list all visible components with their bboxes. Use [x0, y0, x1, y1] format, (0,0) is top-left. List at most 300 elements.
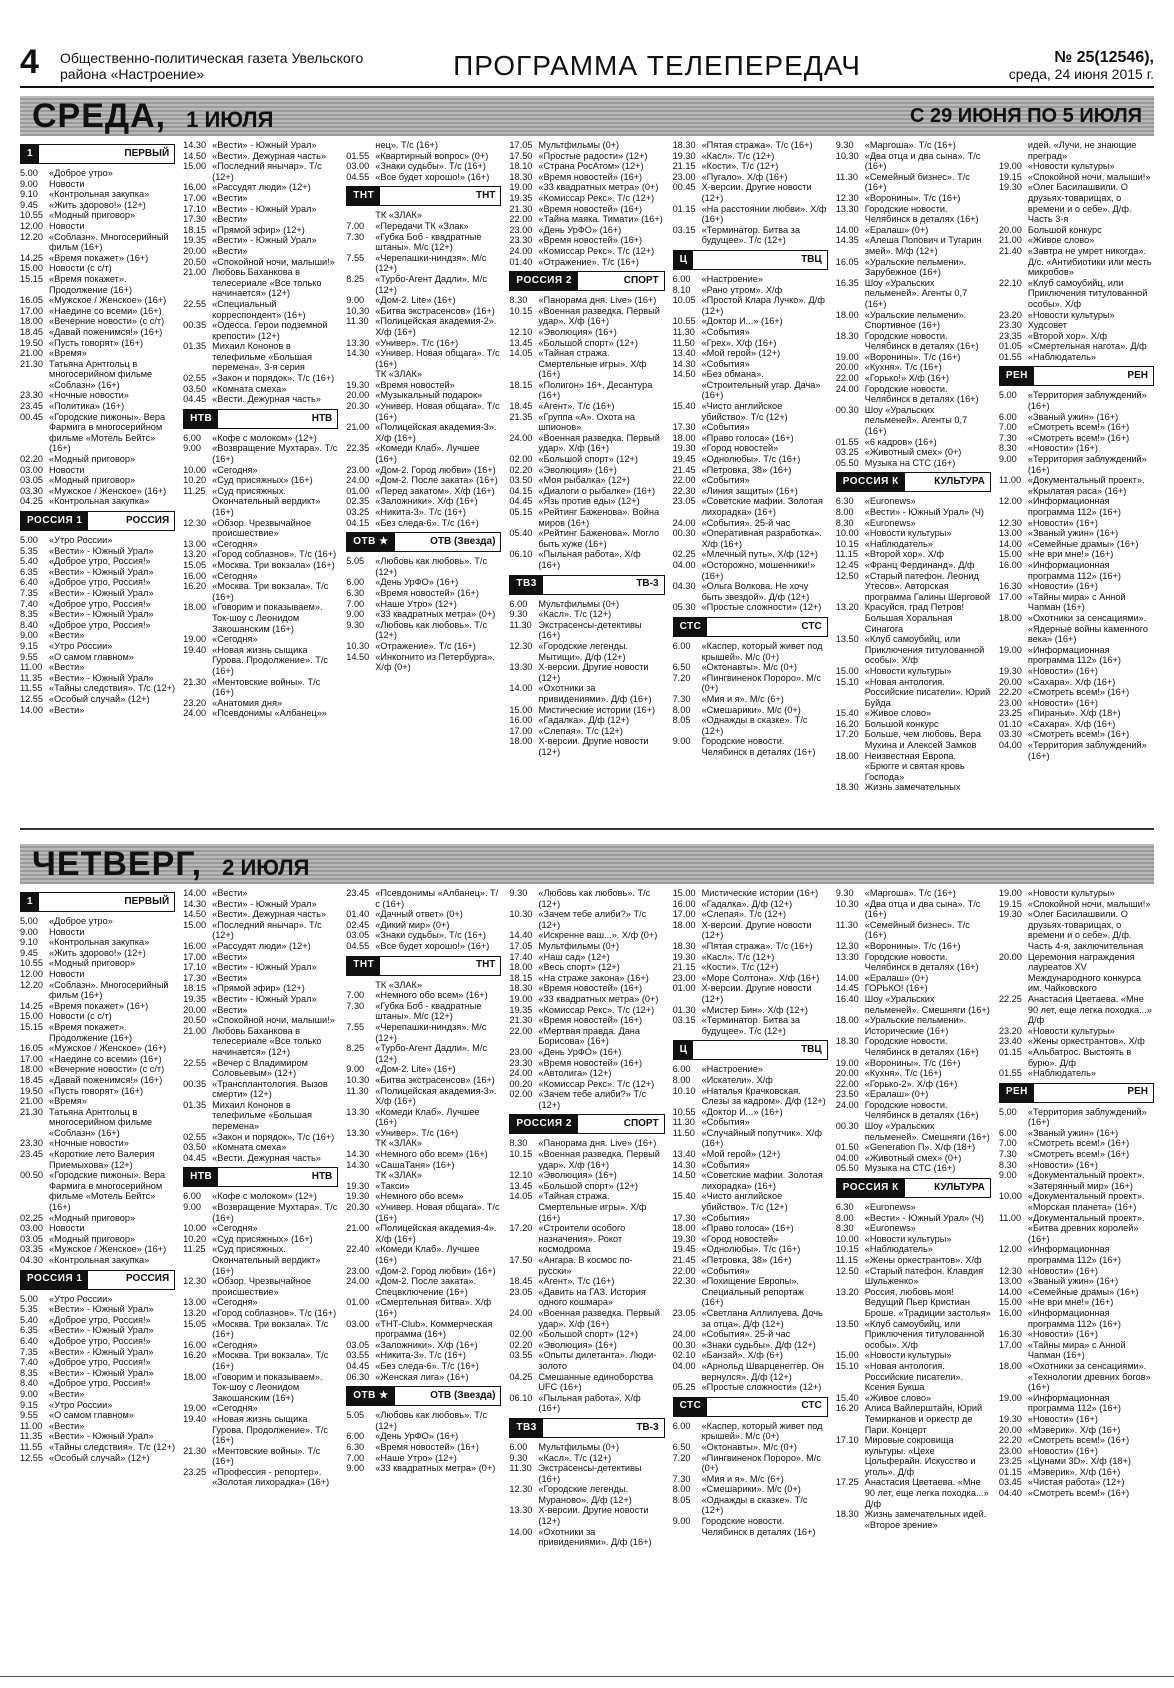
program-time: 03.45: [998, 1477, 1022, 1488]
program-title: «Городские пижоны». Вера Фармига в многосерийном фильме «Мотель Бейтс» (16+): [49, 1170, 166, 1213]
program-item: [999, 698, 1154, 709]
program-time: 18.00: [509, 962, 533, 973]
program-title: «Советские мафии. Золотая лихорадка» (16+): [701, 496, 823, 517]
program-title: «Ментовские войны». Т/с (16+): [212, 676, 321, 698]
channel-logo: РОССИЯ К: [837, 1179, 905, 1197]
program-time: 23.30: [509, 235, 533, 246]
program-title: «События»: [701, 1212, 750, 1223]
program-title: «Новости» (16+): [1027, 517, 1098, 528]
program-item: [999, 1477, 1154, 1488]
program-title: «Случайный попутчик». Х/ф (16+): [701, 1127, 822, 1149]
program-time: 15.00: [20, 263, 43, 274]
program-title: «Два отца и два сына». Т/с (16+): [864, 898, 981, 920]
program-time: 7.30: [672, 1473, 691, 1484]
program-time: 16.30: [998, 1329, 1022, 1340]
program-item: [509, 465, 664, 476]
program-time: 01.00: [346, 485, 370, 496]
channel-logo: ОТВ ★: [347, 1387, 394, 1405]
program-title: Новости (с с/т): [49, 1011, 112, 1022]
program-title: Шоу «Уральских пельменей». Смешняги (16+): [864, 1121, 990, 1142]
program-item: [509, 1005, 664, 1016]
program-item: [836, 447, 991, 458]
program-title: «Пятая стража». Т/с (16+): [701, 140, 813, 150]
program-title: «Информационная программа 112» (16+): [1027, 496, 1121, 517]
program-item: [999, 1138, 1154, 1149]
program-time: 21.30: [20, 1106, 43, 1117]
program-time: 19.00: [183, 1403, 207, 1414]
program-title: «Искренне ваш...». Х/ф (0+): [538, 930, 658, 941]
program-item: [673, 496, 828, 517]
program-title: «Осторожно, мошенники!» (16+): [701, 559, 816, 581]
program-item: [346, 507, 501, 518]
program-time: 21.30: [183, 1445, 207, 1456]
program-item: [673, 316, 828, 327]
program-time: 17.05: [509, 940, 533, 951]
program-time: 18.30: [509, 171, 533, 182]
program-item: [509, 1393, 664, 1414]
program-item: [999, 1244, 1154, 1265]
program-item: [836, 331, 991, 352]
program-time: 15.10: [835, 1360, 859, 1371]
program-title: «Комиссар Рекс». Т/с (12+): [538, 1004, 655, 1015]
program-title: Михаил Кононов в телефильме «Большая перемена»: [212, 1099, 312, 1132]
program-item: [509, 140, 664, 151]
program-item: [673, 973, 828, 984]
page-number: 4: [20, 43, 39, 81]
program-item: [183, 1202, 338, 1223]
program-time: 13.20: [835, 602, 859, 613]
program-time: 14.30: [346, 348, 370, 359]
program-title: «Рассудят люди» (12+): [212, 182, 311, 193]
program-time: 13.30: [346, 1106, 370, 1117]
program-title: «Полицейская академия-3». Х/ф (16+): [375, 422, 497, 443]
program-item: [673, 673, 828, 694]
program-time: 15.05: [183, 1318, 207, 1329]
channel-name: ПЕРВЫЙ: [124, 895, 170, 907]
program-title: «Вести»: [212, 1004, 248, 1015]
program-title: «Новости» (16+): [1027, 581, 1098, 592]
program-item: [999, 390, 1154, 411]
program-time: 9.15: [20, 640, 38, 651]
program-title: «Доктор И...» (16+): [701, 316, 783, 327]
program-time: 01.00: [672, 983, 696, 994]
program-item: [999, 1467, 1154, 1478]
program-time: 01.15: [998, 1046, 1022, 1057]
program-title: «Смотреть всем!» (16+): [1027, 687, 1130, 698]
channel-logo: ОТВ ★: [347, 533, 394, 551]
channel-logo: СТС: [674, 1398, 708, 1416]
program-time: 21.15: [672, 161, 696, 172]
program-item: [836, 257, 991, 278]
program-title: «Давить на ГАЗ. История одного кошмара»: [538, 1286, 646, 1308]
program-item: [836, 204, 991, 225]
program-title: «Дачный ответ» (0+): [375, 909, 463, 920]
schedule-column: [673, 888, 828, 1668]
program-time: 03.50: [183, 383, 207, 394]
program-time: 6.35: [20, 1325, 38, 1336]
program-title: «Дом-2. Lite» (16+): [375, 1064, 456, 1075]
program-time: 00.45: [20, 411, 43, 422]
program-title: «Вечерние новости» (с с/т): [49, 1064, 165, 1075]
program-item: [183, 1319, 338, 1340]
program-title: Мультфильмы (0+): [538, 940, 620, 951]
program-time: 8.40: [20, 1378, 38, 1389]
program-title: «Вести» - Южный Урал» (Ч): [864, 1212, 984, 1223]
program-time: 13.30: [509, 662, 533, 673]
program-time: 12.30: [509, 1484, 533, 1495]
program-item: [836, 458, 991, 469]
program-item: [346, 1001, 501, 1022]
program-time: 16.05: [20, 1043, 43, 1054]
program-time: 11.30: [672, 326, 695, 337]
program-title: «Мия и я». М/с (6+): [701, 693, 784, 704]
program-title: «Право голоса» (16+): [701, 1223, 794, 1234]
program-item: [346, 1244, 501, 1265]
program-time: 14.05: [509, 1191, 533, 1202]
program-time: 9.30: [509, 609, 528, 620]
program-time: 17.30: [672, 1212, 696, 1223]
program-time: 22.30: [672, 1276, 696, 1287]
program-title: Красуйся, град Петров! Большая Хоральная Синагога: [864, 602, 965, 634]
program-title: Городские новости. Челябинск в деталях (16+): [864, 383, 979, 405]
channel-name: РОССИЯ: [126, 1273, 170, 1285]
program-title: «Военная разведка. Первый удар». Х/ф (16+): [538, 1149, 660, 1170]
program-item: [509, 348, 664, 380]
program-title: «Ольга Волкова. Не хочу быть звездой». Д/ф (12+): [701, 581, 810, 602]
program-time: 19.00: [835, 1057, 859, 1068]
program-title: «Комеди Клаб». Лучшее (16+): [375, 1106, 480, 1128]
program-title: «Любовь как любовь». Т/с (12+): [375, 1410, 488, 1431]
program-item: [673, 182, 828, 203]
program-title: Татьяна Арнтгольц в многосерийном фильме «Соблазн» (16+): [49, 1106, 153, 1138]
channel-name: ТНТ: [475, 190, 496, 202]
program-time: 13.20: [835, 1286, 859, 1297]
program-item: [836, 1393, 991, 1404]
program-title: «Дом-2. Город любви» (16+): [375, 464, 496, 475]
channel-header: [673, 617, 828, 637]
channel-name: ТВ-3: [636, 1421, 659, 1433]
channel-logo: РОССИЯ 2: [510, 1115, 577, 1133]
program-time: 01.55: [998, 351, 1022, 362]
program-item: [346, 221, 501, 232]
program-time: 5.40: [20, 556, 38, 567]
program-time: 17.00: [998, 1339, 1022, 1350]
program-title: «Пингвиненок Пороро». М/с (0+): [701, 672, 821, 694]
program-time: 8.25: [346, 273, 365, 284]
program-item: [20, 1234, 175, 1245]
program-title: «Воронины». Т/с (16+): [864, 192, 961, 203]
program-item: [346, 1043, 501, 1064]
program-item: [20, 1107, 175, 1139]
program-item: [509, 1442, 664, 1453]
channel-header: [20, 1270, 175, 1290]
program-title: «Право голоса» (16+): [701, 432, 794, 443]
program-item: [183, 246, 338, 257]
program-title: «Территория заблуждений» (16+): [1027, 454, 1147, 475]
program-title: «Воронины». Т/с (16+): [864, 351, 961, 362]
program-item: [509, 257, 664, 268]
program-title: «Сегодня»: [212, 1223, 258, 1234]
program-item: [346, 1431, 501, 1442]
program-item: [509, 172, 664, 183]
program-item: [999, 1068, 1154, 1079]
program-time: 01.50: [835, 1142, 859, 1153]
program-time: 10.15: [835, 538, 859, 549]
program-item: [999, 1047, 1154, 1068]
program-item: [183, 182, 338, 193]
program-time: 9.00: [346, 609, 365, 620]
program-item: [183, 161, 338, 182]
program-title: Анастасия Цветаева. «Мне 90 лет, еще легка походка...» Д/ф: [1027, 993, 1152, 1026]
channel-header: [346, 956, 501, 976]
channel-logo: РОССИЯ 1: [21, 1271, 88, 1289]
program-item: [20, 390, 175, 401]
program-time: 23.00: [672, 972, 696, 983]
program-time: 14.30: [672, 1159, 696, 1170]
program-time: 8.05: [672, 1494, 691, 1505]
program-time: 12.10: [509, 326, 533, 337]
program-item: [346, 390, 501, 401]
program-title: ГОРЬКО! (16+): [864, 983, 928, 994]
program-time: 23.35: [998, 330, 1022, 341]
schedule-column: [20, 140, 175, 820]
program-time: 03.50: [509, 475, 533, 486]
day-separator: [20, 828, 1154, 830]
program-time: 01.55: [346, 150, 370, 161]
program-title: «Зачем тебе алиби?» Т/с (12+): [538, 1089, 647, 1110]
program-time: 11.15: [835, 1255, 859, 1265]
program-time: 19.30: [346, 1191, 370, 1202]
program-title: «Тайны мира» с Анной Чапман (16+): [1027, 1339, 1126, 1361]
program-time: 24.00: [509, 432, 533, 443]
program-time: 21.00: [346, 1223, 370, 1234]
program-title: «Профессия - репортер». «Золотая лихорадка» (16+): [212, 1466, 330, 1488]
program-item: [346, 1453, 501, 1464]
program-title: «Второй хор». Х/ф: [864, 549, 944, 560]
program-title: «ТНТ-Club». Коммерческая программа (16+): [375, 1318, 493, 1340]
program-time: 21.45: [672, 464, 696, 475]
channel-header: [999, 1083, 1154, 1103]
program-title: «Вести». Дежурная часть»: [212, 909, 327, 920]
page-header: [20, 38, 1154, 82]
program-time: 19.45: [672, 454, 696, 465]
program-title: «Рано утром». Х/ф: [701, 284, 783, 295]
program-time: 18.45: [509, 401, 533, 412]
program-item: [183, 1026, 338, 1058]
program-title: Х-версии. Другие новости (12+): [701, 983, 812, 1004]
program-item: [999, 1456, 1154, 1467]
program-time: 22.55: [183, 1057, 207, 1068]
program-time: 20.00: [183, 245, 207, 256]
program-title: «Сегодня»: [212, 1403, 258, 1414]
program-time: 11.00: [998, 475, 1022, 486]
program-time: 13.50: [835, 634, 859, 645]
program-time: 21.00: [998, 235, 1022, 246]
program-time: [346, 1170, 372, 1181]
program-title: «Город соблазнов». Т/с (16+): [212, 1307, 337, 1318]
program-title: «Новости культуры»: [1027, 1025, 1115, 1036]
program-time: 16.05: [835, 256, 859, 267]
program-item: [183, 384, 338, 395]
program-time: 12.30: [183, 517, 207, 528]
program-title: «Ералаш» (0+): [864, 224, 929, 235]
schedule-column: [836, 140, 991, 820]
program-title: «Олег Басилашвили. О друзьях-товарищах, о времени и о себе». Д/ф. Часть 3-я: [1027, 182, 1132, 225]
program-time: 13.45: [509, 1180, 533, 1191]
program-item: [999, 645, 1154, 666]
program-item: [836, 310, 991, 331]
program-title: «Простой Клара Лучко». Д/ф (12+): [701, 295, 825, 316]
program-title: «Немного обо всем»: [375, 1191, 464, 1202]
program-title: «Новая антология. Российские писатели». Юрий Буйда: [864, 676, 991, 708]
program-time: 8.00: [672, 1484, 691, 1495]
program-item: [183, 1244, 338, 1276]
program-title: «Информационная программа 112» (16+): [1027, 559, 1121, 581]
program-title: «Тайны мира» с Анной Чапман (16+): [1027, 591, 1126, 613]
program-time: 7.00: [346, 598, 365, 609]
program-title: «Документальный проект». «Крылатая раса» (16+): [1027, 475, 1145, 496]
program-time: 23.00: [672, 171, 696, 182]
program-title: «Анатомия дня»: [212, 697, 283, 708]
program-time: 23.25: [998, 1456, 1022, 1467]
program-time: 19.00: [183, 634, 207, 645]
program-time: 8.30: [998, 443, 1017, 454]
program-time: 8.30: [998, 1159, 1017, 1170]
program-time: 9.00: [183, 1202, 202, 1213]
program-time: 02.00: [509, 454, 533, 465]
program-title: Большой конкурс: [864, 718, 939, 729]
program-title: «Документальный проект». «Затерянный мир» (16+): [1027, 1170, 1145, 1191]
program-time: 03.55: [346, 1350, 370, 1361]
program-time: 18.00: [672, 919, 696, 930]
program-title: «Соблазн». Многосерийный фильм (16+): [49, 979, 169, 1001]
program-item: [183, 994, 338, 1005]
program-title: «Большой спорт» (12+): [538, 1329, 638, 1340]
program-time: 14.00: [509, 1526, 533, 1537]
program-title: «Смотреть всем!» (16+): [1027, 1138, 1130, 1149]
program-title: «Петровка, 38» (16+): [701, 464, 792, 475]
program-time: 04.45: [183, 394, 207, 405]
program-time: 6.30: [835, 496, 854, 507]
program-time: 23.00: [346, 1265, 370, 1276]
program-time: 14.00: [835, 972, 859, 983]
program-item: [20, 232, 175, 253]
program-title: «Тайны следствия». Т/с (12+): [49, 1441, 176, 1452]
channel-name: СТС: [801, 1400, 822, 1412]
program-item: [673, 1015, 828, 1036]
program-title: «Арнольд Шварценеггер. Он вернулся». Д/ф (12+): [701, 1360, 824, 1382]
program-title: «Эволюция» (16+): [538, 1339, 617, 1350]
channel-header: [509, 271, 664, 291]
program-title: «Званый ужин» (16+): [1027, 1276, 1119, 1287]
program-item: [673, 1255, 828, 1266]
channel-logo: ТВ3: [510, 576, 542, 594]
program-item: [673, 1308, 828, 1329]
program-title: «Второй хор». Х/ф: [1027, 330, 1108, 341]
program-item: [346, 1160, 501, 1171]
program-time: 14.30: [346, 1149, 370, 1160]
channel-header: [20, 511, 175, 531]
program-item: [999, 454, 1154, 475]
channel-name: СПОРТ: [623, 1118, 659, 1130]
program-item: [346, 316, 501, 337]
program-time: 18.00: [20, 316, 43, 327]
program-item: [346, 1022, 501, 1043]
program-title: «Закон и порядок». Т/с (16+): [212, 373, 335, 384]
program-item: [346, 1297, 501, 1318]
program-time: 21.00: [346, 422, 370, 433]
program-time: 04.00: [998, 740, 1022, 751]
program-item: [346, 909, 501, 920]
program-time: 00.20: [509, 1078, 533, 1089]
program-item: [20, 295, 175, 306]
program-item: [509, 1255, 664, 1276]
program-title: «Утро России»: [49, 1399, 113, 1410]
program-title: «Франц Фердинанд». Д/ф: [864, 559, 975, 570]
program-item: [509, 1329, 664, 1340]
program-item: [999, 225, 1154, 236]
program-time: 9.10: [20, 189, 38, 200]
program-time: 12.20: [20, 979, 43, 990]
program-item: [836, 782, 991, 793]
program-time: 22.55: [183, 298, 207, 309]
program-item: [836, 278, 991, 310]
issue-info: [924, 49, 1154, 82]
program-title: «Море Солтона». Х/ф (16+): [701, 972, 820, 983]
program-time: 8.30: [835, 1223, 854, 1234]
program-time: 21.30: [20, 358, 43, 369]
program-item: [346, 1410, 501, 1431]
program-title: Неизвестная Европа. «Брюгге и святая кровь Господа»: [864, 750, 965, 782]
program-time: 00.30: [672, 528, 696, 539]
program-time: 16.40: [835, 993, 859, 1004]
program-item: [673, 705, 828, 716]
program-title: «Тайная стража. Смертельные игры». Х/ф (16+): [538, 1191, 647, 1223]
program-item: [836, 352, 991, 363]
program-time: 9.00: [998, 454, 1017, 465]
program-item: [509, 235, 664, 246]
day-date: 2 ИЮЛЯ: [222, 854, 310, 880]
program-time: 01.15: [998, 1466, 1022, 1477]
program-time: 16.20: [835, 1403, 859, 1414]
program-item: [999, 708, 1154, 719]
program-title: «На расстоянии любви». Х/ф (16+): [701, 203, 827, 225]
program-item: [183, 1414, 338, 1446]
program-item: [999, 1414, 1154, 1425]
program-title: «Суд присяжных» (16+): [212, 475, 313, 486]
program-time: 13.30: [835, 203, 859, 214]
program-time: 8.40: [20, 619, 38, 630]
program-item: [673, 486, 828, 497]
day-banner: [20, 844, 1154, 884]
program-item: [836, 1079, 991, 1090]
program-item: [673, 172, 828, 183]
program-item: [183, 973, 338, 984]
program-title: Алиса Вайлерштайн, Юрий Темирканов и оркестр де Пари. Концерт: [864, 1403, 983, 1435]
program-item: [673, 560, 828, 581]
program-time: 5.00: [20, 1293, 38, 1304]
program-title: «Говорим и показываем». Ток-шоу с Леонидом Закошанским (16+): [212, 1371, 323, 1403]
program-title: «Клуб самоубийц, или Приключения титулованной особы». Х/ф: [1027, 277, 1148, 309]
program-item: [836, 1266, 991, 1287]
program-time: 19.30: [672, 951, 696, 962]
program-title: «Новости культуры»: [1027, 161, 1115, 172]
program-time: 03.25: [835, 447, 859, 458]
program-item: [20, 1064, 175, 1075]
program-title: «Октонавты». М/с (0+): [701, 662, 797, 673]
program-title: «Вести» - Южный Урал»: [212, 962, 317, 973]
program-time: [346, 1138, 372, 1149]
